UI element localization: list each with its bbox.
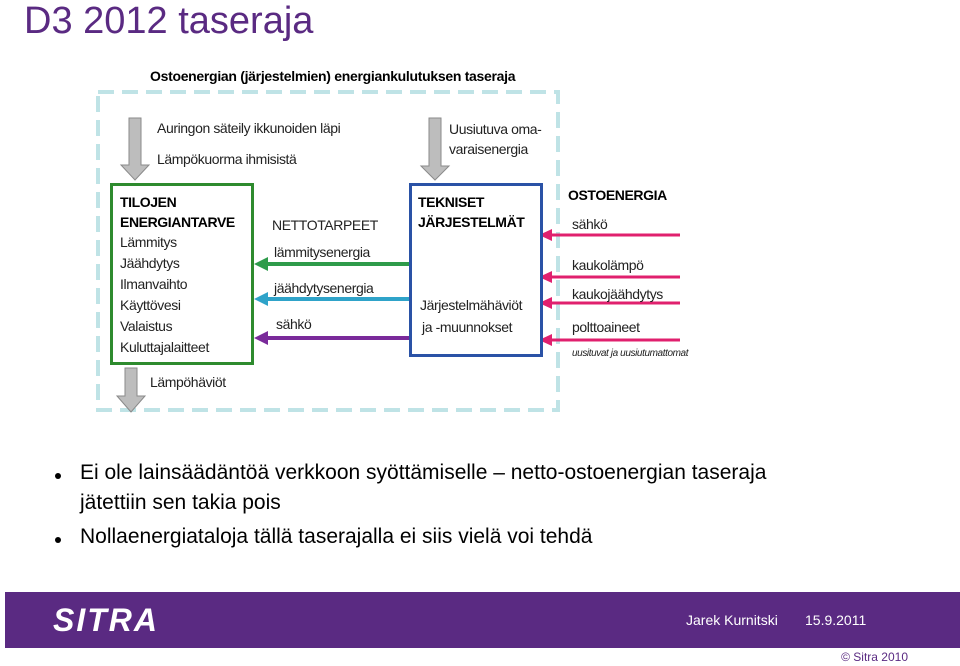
purchased-heading: OSTOENERGIA [568, 187, 667, 203]
footer-date: 15.9.2011 [805, 612, 867, 628]
tech-losses-2: ja -muunnokset [422, 319, 513, 335]
renewable-own-arrow [421, 118, 449, 180]
solar-gain-label: Auringon säteily ikkunoiden läpi [157, 120, 341, 136]
heat-losses-label: Lämpöhäviöt [150, 374, 226, 390]
diagram-subtitle: Ostoenergian (järjestelmien) energiankulutuksen taseraja [150, 68, 516, 84]
internal-gain-label: Lämpökuorma ihmisistä [157, 151, 297, 167]
net-demand-electricity: sähkö [276, 316, 312, 332]
net-demand-heading: NETTOTARPEET [272, 217, 378, 233]
purchased-note: uusituvat ja uusiutumattomat [572, 348, 689, 359]
purchased-district-heat: kaukolämpö [572, 257, 644, 273]
page-title: D3 2012 taseraja [24, 0, 314, 42]
bullet-dot [55, 473, 61, 479]
renewable-own-label-1: Uusiutuva oma- [449, 121, 542, 137]
renewable-own-label-2: varaisenergia [449, 141, 528, 157]
building-heading-2: ENERGIANTARVE [120, 214, 235, 230]
purchased-electricity: sähkö [572, 216, 608, 232]
building-item-heating: Lämmitys [120, 234, 177, 250]
bullet-2-line-1: Nollaenergiataloja tällä taserajalla ei siis vielä voi tehdä [80, 525, 593, 548]
purchased-fuels: polttoaineet [572, 319, 640, 335]
building-demand-box [110, 183, 254, 365]
bullet-1-line-1: Ei ole lainsäädäntöä verkkoon syöttämiselle – netto-ostoenergian taseraja [80, 461, 767, 484]
building-item-lighting: Valaistus [120, 318, 173, 334]
building-item-appliances: Kuluttajalaitteet [120, 339, 209, 355]
solar-gain-arrow [121, 118, 149, 180]
sitra-logo: SITRA [53, 602, 159, 638]
building-item-ventilation: Ilmanvaihto [120, 276, 188, 292]
building-item-dhw: Käyttövesi [120, 297, 181, 313]
tech-heading-1: TEKNISET [418, 194, 485, 210]
bullet-dot [55, 537, 61, 543]
copyright-note: © Sitra 2010 [841, 650, 908, 664]
purchased-electricity-arrow [539, 229, 680, 241]
building-item-cooling: Jäähdytys [120, 255, 180, 271]
net-demand-cooling: jäähdytysenergia [274, 280, 374, 296]
tech-heading-2: JÄRJESTELMÄT [418, 214, 525, 230]
footer-bar [5, 592, 960, 648]
fuels-arrow [539, 334, 680, 346]
net-demand-heating: lämmitysenergia [274, 244, 370, 260]
purchased-district-cooling: kaukojäähdytys [572, 286, 663, 302]
bullet-1-line-2: jätettiin sen takia pois [80, 491, 281, 514]
tech-losses-1: Järjestelmähäviöt [420, 297, 523, 313]
building-heading-1: TILOJEN [120, 194, 177, 210]
footer-author: Jarek Kurnitski [686, 612, 778, 628]
electricity-arrow [254, 331, 410, 345]
heat-loss-arrow [117, 368, 145, 412]
